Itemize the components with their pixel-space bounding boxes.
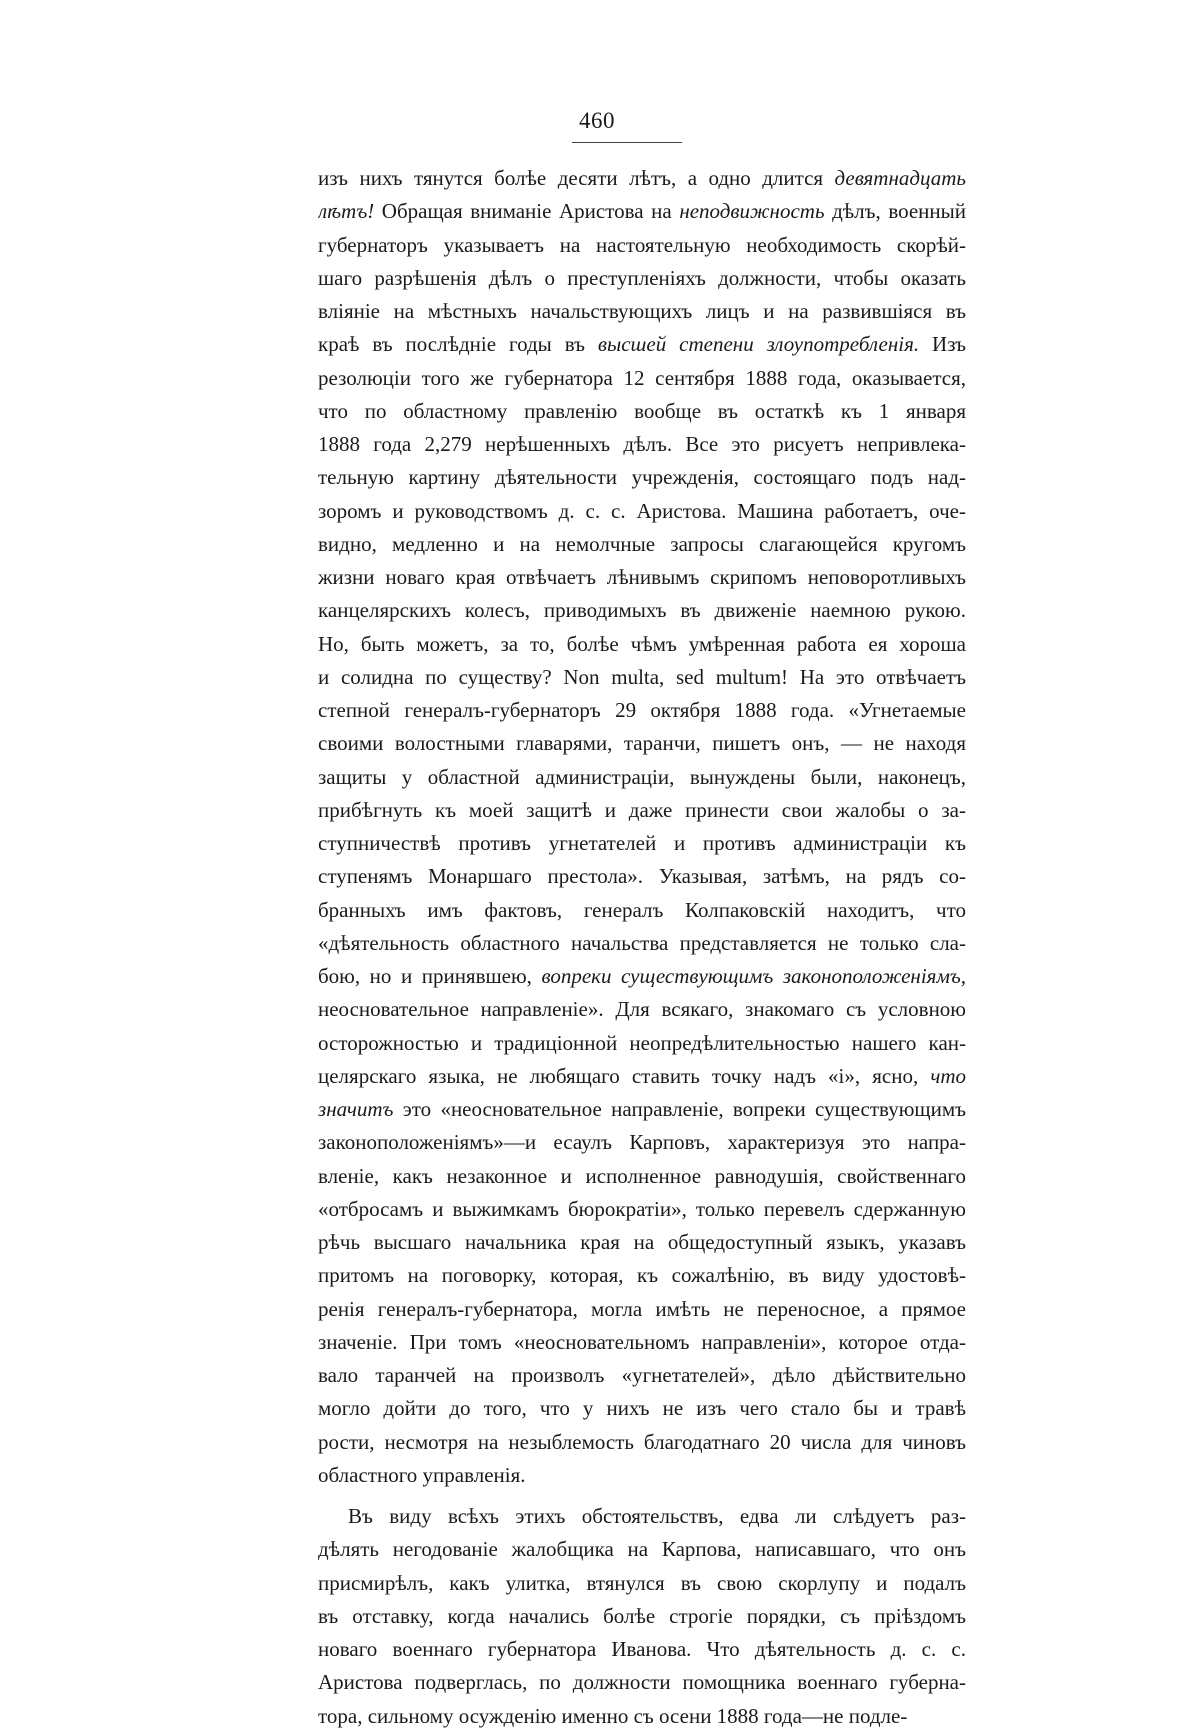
text-line: целярскаго языка, не любящаго ставить точку надъ «і», ясно, что <box>318 1063 966 1088</box>
italic-emphasis: значитъ <box>318 1097 394 1121</box>
text-line: въ отставку, когда начались болѣе строгіе порядки, съ пріѣздомъ <box>318 1603 966 1628</box>
text-line: неосновательное направленіе». Для всякаго, знакомаго съ условною <box>318 997 966 1022</box>
text-line: рѣчь высшаго начальника края на общедоступный языкъ, указавъ <box>318 1230 966 1254</box>
text-line: тельную картину дѣятельности учрежденія, состоящаго подъ над- <box>318 465 966 490</box>
text-line: шаго разрѣшенія дѣлъ о преступленіяхъ должности, чтобы оказать <box>318 265 966 290</box>
paragraph-gap <box>318 1492 966 1500</box>
text-line: бранныхъ имъ фактовъ, генералъ Колпаковскій находитъ, что <box>318 897 966 922</box>
italic-emphasis: неподвижность <box>679 199 825 224</box>
text-line: осторожностью и традиціонной неопредѣлительностью нашего кан- <box>318 1030 966 1055</box>
text-line: что по областному правленію вообще въ остаткѣ къ 1 января <box>318 398 966 423</box>
page-number-rule <box>572 142 682 143</box>
text-line: бою, но и принявшею, вопреки существующимъ законоположеніямъ, <box>318 964 966 988</box>
text-line: законоположеніямъ»—и есаулъ Карповъ, характеризуя это напра- <box>318 1130 966 1155</box>
text-line: резолюціи того же губернатора 12 сентября 1888 года, оказывается, <box>318 365 966 390</box>
text-line: ступничествѣ противъ угнетателей и противъ администраціи къ <box>318 831 966 855</box>
italic-emphasis: что <box>930 1063 966 1088</box>
paragraph <box>318 1500 966 1733</box>
text-line: своими волостными главарями, таранчи, пишетъ онъ, — не находя <box>318 731 966 756</box>
italic-emphasis: высшей степени злоупотребленія. <box>597 332 920 357</box>
text-line: ступенямъ Монаршаго престола». Указывая, затѣмъ, на рядъ со- <box>318 864 966 889</box>
text-line: Но, быть можетъ, за то, болѣе чѣмъ умѣренная работа ея хороша <box>318 631 966 656</box>
text-line: губернаторъ указываетъ на настоятельную необходимость скорѣй- <box>318 232 966 257</box>
text-line: защиты у областной администраціи, вынуждены были, наконецъ, <box>318 764 966 789</box>
text-line: вало таранчей на произволъ «угнетателей», дѣло дѣйствительно <box>318 1363 966 1387</box>
page-number: 460 <box>579 108 615 133</box>
text-line: степной генералъ-губернаторъ 29 октября 1888 года. «Угнетаемые <box>318 698 966 722</box>
text-line: Въ виду всѣхъ этихъ обстоятельствъ, едва ли слѣдуетъ раз- <box>348 1504 966 1528</box>
text-line: притомъ на поговорку, которая, къ сожалѣнію, въ виду удостовѣ- <box>318 1263 966 1288</box>
text-line: зоромъ и руководствомъ д. с. с. Аристова. Машина работаетъ, оче- <box>318 498 966 523</box>
text-line: видно, медленно и на немолчные запросы слагающейся кругомъ <box>318 531 966 556</box>
text-line: «дѣятельность областного начальства представляется не только сла- <box>318 930 966 955</box>
text-line: краѣ въ послѣдніе годы въ высшей степени злоупотребленія. Изъ <box>318 332 966 357</box>
text-line: значитъ это «неосновательное направленіе, вопреки существующимъ <box>318 1097 966 1121</box>
text-line: тора, сильному осужденію именно съ осени 1888 года—не подле- <box>318 1703 908 1728</box>
italic-emphasis: лѣтъ! <box>318 199 375 224</box>
text-line: вленіе, какъ незаконное и исполненное равнодушія, свойственнаго <box>318 1163 966 1188</box>
text-line: «отбросамъ и выжимкамъ бюрократіи», только перевелъ сдержанную <box>318 1196 966 1221</box>
text-line: ренія генералъ-губернатора, могла имѣть не переносное, а прямое <box>318 1296 966 1321</box>
text-line: Аристова подверглась, по должности помощника военнаго губерна- <box>318 1670 966 1695</box>
text-line: 1888 года 2,279 нерѣшенныхъ дѣлъ. Все это рисуетъ непривлека- <box>318 432 966 456</box>
text-line: могло дойти до того, что у нихъ не изъ чего стало бы и травѣ <box>318 1396 966 1421</box>
text-line: лѣтъ! Обращая вниманіе Аристова на неподвижность дѣлъ, военный <box>318 199 966 224</box>
text-line: жизни новаго края отвѣчаетъ лѣнивымъ скрипомъ неповоротливыхъ <box>318 565 966 589</box>
paragraph <box>318 162 966 1492</box>
text-line: изъ нихъ тянутся болѣе десяти лѣтъ, а одно длится девятнадцать <box>318 166 966 190</box>
text-line: прибѣгнуть къ моей защитѣ и даже принести свои жалобы о за- <box>318 797 966 822</box>
text-line: и солидна по существу? Non multa, sed multum! На это отвѣчаетъ <box>318 664 966 689</box>
text-line: областного управленія. <box>318 1462 526 1487</box>
text-line: новаго военнаго губернатора Иванова. Что дѣятельность д. с. с. <box>318 1637 966 1661</box>
text-line: вліяніе на мѣстныхъ начальствующихъ лицъ и на развившіяся въ <box>318 299 966 323</box>
italic-emphasis: девятнадцать <box>834 166 966 190</box>
text-line: канцелярскихъ колесъ, приводимыхъ въ движеніе наемною рукою. <box>318 598 966 623</box>
italic-emphasis: вопреки существующимъ законоположеніямъ, <box>541 964 966 988</box>
text-line: присмирѣлъ, какъ улитка, втянулся въ свою скорлупу и подалъ <box>318 1570 966 1595</box>
text-line: рости, несмотря на незыблемость благодатнаго 20 числа для чиновъ <box>318 1429 966 1454</box>
text-line: значеніе. При томъ «неосновательномъ направленіи», которое отда- <box>318 1329 966 1354</box>
body-text <box>318 162 966 1733</box>
text-line: дѣлять негодованіе жалобщика на Карпова, написавшаго, что онъ <box>318 1537 966 1562</box>
